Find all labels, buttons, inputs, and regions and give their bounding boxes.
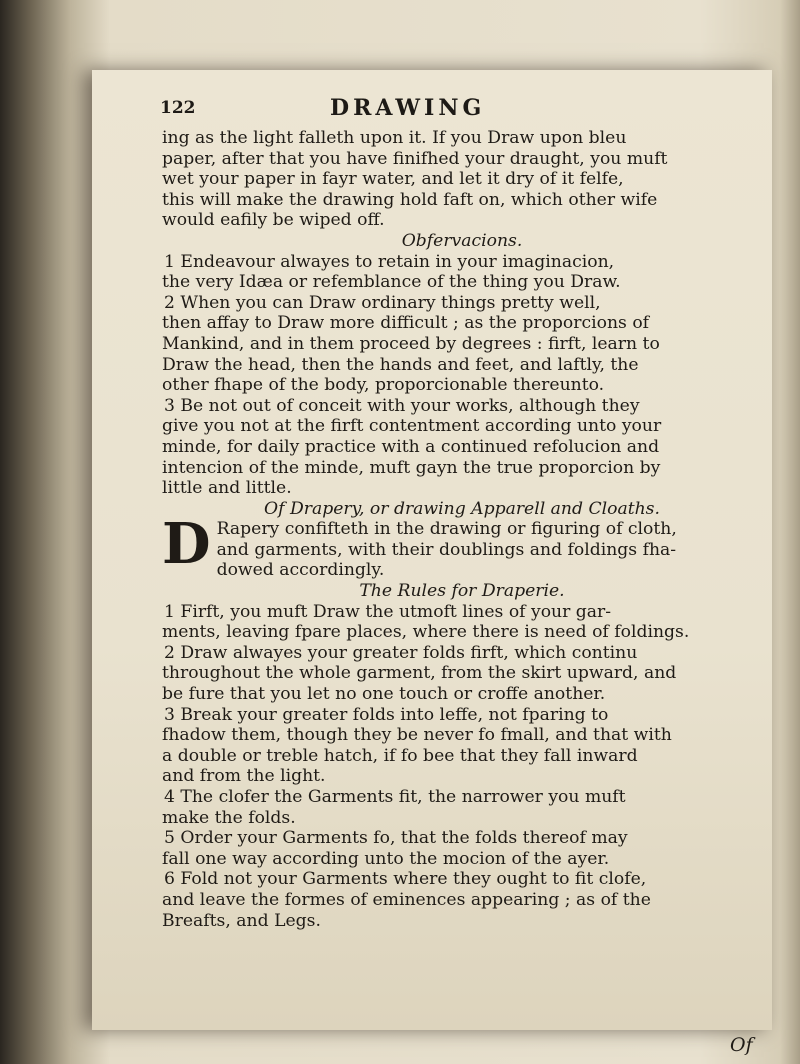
drapery-paragraph xyxy=(162,511,762,581)
text-line: fall one way according unto the mocion of the ayer. xyxy=(162,848,610,869)
text-line: 2 When you can Draw ordinary things pretty well, xyxy=(164,292,601,313)
intro-paragraph xyxy=(162,128,762,231)
text-line: 1 Endeavour alwayes to retain in your imaginacion, xyxy=(164,251,615,272)
page-header xyxy=(160,95,680,126)
observation-3 xyxy=(162,396,762,499)
page-number: 122 xyxy=(160,98,196,118)
rule-3 xyxy=(162,705,762,787)
text-line: paper, after that you have finifhed your draught, you muft xyxy=(162,148,668,169)
rule-4 xyxy=(162,787,762,828)
text-line: the very Idæa or refemblance of the thing you Draw. xyxy=(162,272,621,293)
text-line: dowed accordingly. xyxy=(216,560,385,581)
text-line: and from the light. xyxy=(162,766,326,787)
text-line: little and little. xyxy=(162,478,292,499)
text-line: would eafily be wiped off. xyxy=(162,210,385,231)
text-line: then affay to Draw more difficult ; as the proporcions of xyxy=(162,313,650,334)
rules-heading: The Rules for Draperie. xyxy=(359,581,565,602)
rule-5 xyxy=(162,828,762,869)
page-text xyxy=(162,128,762,931)
text-line: 3 Be not out of conceit with your works, although they xyxy=(164,395,640,416)
text-line: wet your paper in fayr water, and let it dry of it felfe, xyxy=(162,169,624,190)
observations-heading: Obfervacions. xyxy=(401,230,523,251)
text-line: a double or treble hatch, if fo bee that they fall inward xyxy=(162,745,638,766)
text-line: 2 Draw alwayes your greater folds firft, which continu xyxy=(164,642,638,663)
text-line: this will make the drawing hold faft on, which other wife xyxy=(162,189,658,210)
text-line: Mankind, and in them proceed by degrees : firft, learn to xyxy=(162,333,660,354)
observation-1 xyxy=(162,252,762,293)
text-line: and leave the formes of eminences appearing ; as of the xyxy=(162,889,651,910)
text-line: other fhape of the body, proporcionable thereunto. xyxy=(162,375,605,396)
rule-2 xyxy=(162,643,762,705)
text-line: ments, leaving fpare places, where there is need of foldings. xyxy=(162,622,690,643)
catchword-area xyxy=(720,1030,780,1060)
catchword: Of xyxy=(730,1034,753,1056)
text-line: minde, for daily practice with a continued refolucion and xyxy=(162,436,660,457)
rule-1 xyxy=(162,602,762,643)
text-line: Breafts, and Legs. xyxy=(162,910,321,931)
text-line: intencion of the minde, muft gayn the true proporcion by xyxy=(162,457,661,478)
text-line: and garments, with their doublings and foldings fha- xyxy=(216,539,677,560)
text-line: throughout the whole garment, from the skirt upward, and xyxy=(162,663,677,684)
text-line: 4 The clofer the Garments fit, the narrower you muft xyxy=(164,787,626,807)
text-line: ing as the light falleth upon it. If you Draw upon bleu xyxy=(162,128,627,148)
drapery-heading: Of Drapery, or drawing Apparell and Cloaths. xyxy=(264,498,660,519)
rule-6 xyxy=(162,869,762,931)
text-line: Draw the head, then the hands and feet, and laftly, the xyxy=(162,354,639,375)
text-line: make the folds. xyxy=(162,807,296,828)
text-line: be fure that you let no one touch or croffe another. xyxy=(162,684,606,705)
text-line: Rapery confifteth in the drawing or figuring of cloth, xyxy=(216,519,677,540)
text-line: 3 Break your greater folds into leffe, not fparing to xyxy=(164,704,609,725)
text-line: 5 Order your Garments fo, that the folds thereof may xyxy=(164,828,628,849)
text-line: give you not at the firft contentment according unto your xyxy=(162,416,662,437)
text-line: fhadow them, though they be never fo fmall, and that with xyxy=(162,725,672,746)
running-head: DRAWING xyxy=(330,95,486,121)
text-line: 1 Firft, you muft Draw the utmoft lines of your gar- xyxy=(164,601,612,622)
drop-cap: D xyxy=(162,511,211,578)
observation-2 xyxy=(162,293,762,396)
text-line: 6 Fold not your Garments where they ought to fit clofe, xyxy=(164,869,647,890)
